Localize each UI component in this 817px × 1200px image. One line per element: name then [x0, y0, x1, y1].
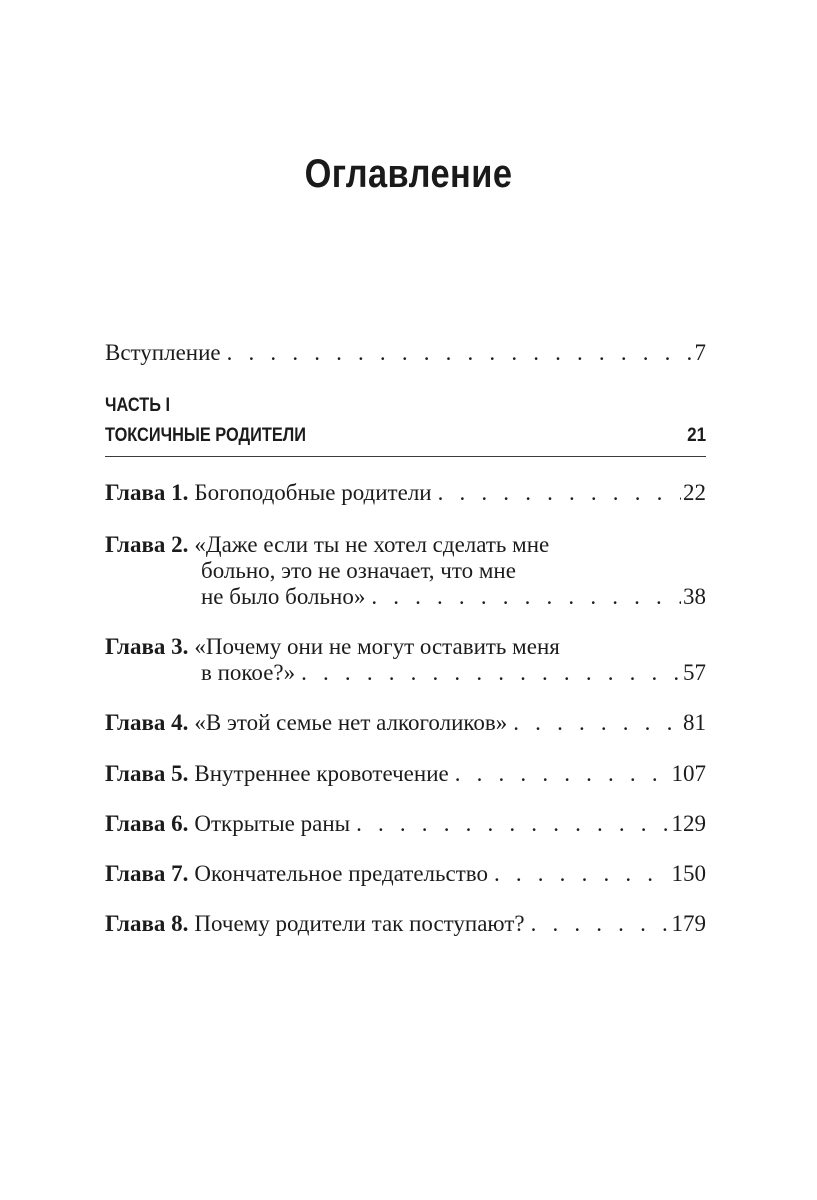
dot-leader: [507, 709, 681, 737]
toc-entry-chapter-3[interactable]: [105, 633, 706, 661]
chapter-label: Глава 7.: [105, 861, 189, 886]
chapter-title: Открытые раны: [194, 811, 351, 836]
chapter-title: Богоподобные родители: [194, 480, 432, 505]
toc-entry-intro[interactable]: [105, 339, 706, 367]
dot-leader: [221, 339, 693, 367]
chapter-label: Глава 5.: [105, 761, 189, 786]
toc-entry-chapter-2[interactable]: [105, 531, 706, 559]
chapter-title: Окончательное предательство: [194, 861, 488, 886]
toc-entry-chapter-3-cont: [105, 659, 706, 687]
part-label: ЧАСТЬ I: [105, 395, 171, 416]
toc-entry-chapter-2-cont: [105, 557, 706, 585]
chapter-title-line-2: больно, это не означает, что мне: [201, 558, 516, 583]
toc-page-number: 107: [671, 761, 706, 786]
page-title: Оглавление: [304, 152, 513, 196]
chapter-label: Глава 3.: [105, 634, 189, 659]
chapter-title: Почему родители так поступают?: [194, 911, 525, 936]
toc-page-number: 57: [683, 660, 706, 685]
chapter-title: «В этой семье нет алкоголиков»: [194, 710, 508, 735]
toc-page-number: 7: [694, 340, 706, 365]
toc-entry-chapter-5[interactable]: [105, 760, 706, 788]
dot-leader: [525, 910, 670, 938]
chapter-label: Глава 8.: [105, 911, 189, 936]
chapter-title-line-1: «Даже если ты не хотел сделать мне: [194, 532, 550, 557]
chapter-title: Внутреннее кровотечение: [194, 761, 449, 786]
toc-entry-chapter-2-cont: [105, 583, 706, 611]
toc-page-number: 129: [671, 811, 706, 836]
part-page-number: 21: [686, 425, 706, 446]
chapter-label: Глава 6.: [105, 811, 189, 836]
chapter-label: Глава 1.: [105, 480, 189, 505]
chapter-label: Глава 2.: [105, 532, 189, 557]
chapter-title-line-1: «Почему они не могут оставить меня: [194, 634, 560, 659]
toc-entry-chapter-4[interactable]: [105, 709, 706, 737]
dot-leader: [488, 860, 670, 888]
toc-page-number: 179: [671, 911, 706, 936]
chapter-title-line-3: не было больно»: [201, 584, 366, 609]
toc-page-number: 81: [683, 710, 706, 735]
dot-leader: [449, 760, 670, 788]
chapter-label: Глава 4.: [105, 710, 189, 735]
dot-leader: [295, 659, 681, 687]
toc-page-number: 38: [683, 584, 706, 609]
toc-entry-chapter-8[interactable]: [105, 910, 706, 938]
toc-entry-chapter-6[interactable]: [105, 810, 706, 838]
toc-entry-chapter-1[interactable]: [105, 479, 706, 507]
toc-entry-chapter-7[interactable]: [105, 860, 706, 888]
part-divider: [105, 456, 706, 457]
toc-entry-text: Вступление: [105, 340, 221, 365]
toc-page-number: 22: [683, 480, 706, 505]
part-title: ТОКСИЧНЫЕ РОДИТЕЛИ: [105, 425, 306, 446]
dot-leader: [350, 810, 669, 838]
dot-leader: [432, 479, 681, 507]
toc-page-number: 150: [671, 861, 706, 886]
dot-leader: [365, 583, 681, 611]
part-heading[interactable]: [105, 393, 706, 449]
chapter-title-line-2: в покое?»: [201, 660, 296, 685]
